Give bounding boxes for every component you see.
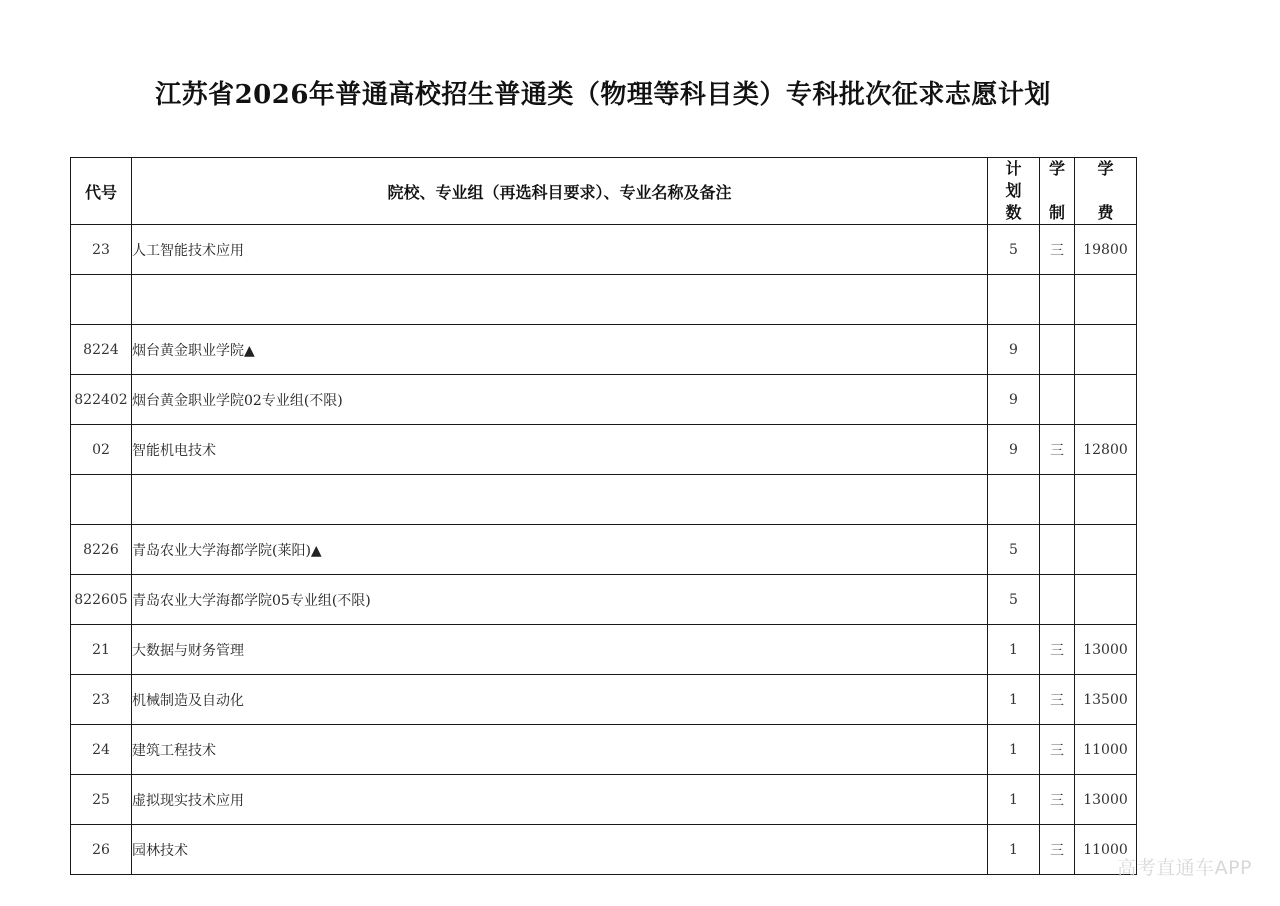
table-row (71, 475, 1137, 525)
header-plan (988, 158, 1040, 225)
cell-name: 烟台黄金职业学院02专业组(不限) (132, 375, 988, 425)
cell-plan: 9 (988, 375, 1040, 425)
cell-fee: 12800 (1075, 425, 1137, 475)
table-row (71, 725, 1137, 775)
table-row (71, 425, 1137, 475)
cell-years (1040, 325, 1075, 375)
cell-name: 人工智能技术应用 (132, 225, 988, 275)
cell-code: 8226 (71, 525, 132, 575)
cell-plan: 1 (988, 725, 1040, 775)
cell-fee: 13500 (1075, 675, 1137, 725)
table-row (71, 675, 1137, 725)
cell-fee (1075, 525, 1137, 575)
cell-years (1040, 575, 1075, 625)
cell-years (1040, 525, 1075, 575)
cell-name (132, 275, 988, 325)
cell-years: 三 (1040, 775, 1075, 825)
cell-name: 建筑工程技术 (132, 725, 988, 775)
cell-plan: 1 (988, 625, 1040, 675)
cell-years (1040, 375, 1075, 425)
header-years-char: 制 (1048, 203, 1065, 222)
cell-plan: 5 (988, 225, 1040, 275)
header-fee-char: 费 (1097, 203, 1114, 222)
cell-plan (988, 275, 1040, 325)
enrollment-plan-table (70, 157, 1137, 875)
cell-code: 25 (71, 775, 132, 825)
table-row (71, 275, 1137, 325)
cell-fee: 13000 (1075, 775, 1137, 825)
header-years-char: 学 (1048, 159, 1065, 178)
cell-years: 三 (1040, 225, 1075, 275)
table-header-row (71, 158, 1137, 225)
table-row (71, 325, 1137, 375)
cell-name: 青岛农业大学海都学院(莱阳)▲ (132, 525, 988, 575)
cell-fee: 13000 (1075, 625, 1137, 675)
header-plan-char: 计 (1005, 159, 1022, 178)
cell-name: 园林技术 (132, 825, 988, 875)
cell-years: 三 (1040, 675, 1075, 725)
cell-plan: 5 (988, 575, 1040, 625)
cell-plan: 5 (988, 525, 1040, 575)
cell-fee (1075, 275, 1137, 325)
header-fee (1075, 158, 1137, 225)
cell-name (132, 475, 988, 525)
cell-code: 21 (71, 625, 132, 675)
cell-years (1040, 275, 1075, 325)
page-title: 江苏省2026年普通高校招生普通类（物理等科目类）专科批次征求志愿计划 (155, 80, 1051, 110)
table-row (71, 225, 1137, 275)
cell-code: 24 (71, 725, 132, 775)
cell-fee (1075, 375, 1137, 425)
header-plan-char: 划 (1005, 181, 1022, 200)
cell-plan: 9 (988, 425, 1040, 475)
cell-name: 青岛农业大学海都学院05专业组(不限) (132, 575, 988, 625)
header-name: 院校、专业组（再选科目要求）、专业名称及备注 (132, 158, 988, 225)
cell-name: 虚拟现实技术应用 (132, 775, 988, 825)
header-plan-char: 数 (1005, 203, 1022, 222)
cell-name: 大数据与财务管理 (132, 625, 988, 675)
cell-fee: 11000 (1075, 825, 1137, 875)
cell-code: 822605 (71, 575, 132, 625)
cell-name: 机械制造及自动化 (132, 675, 988, 725)
table-row (71, 525, 1137, 575)
cell-code: 23 (71, 675, 132, 725)
cell-fee (1075, 325, 1137, 375)
watermark: 高考直通车APP (1117, 857, 1252, 879)
cell-code: 23 (71, 225, 132, 275)
cell-years: 三 (1040, 725, 1075, 775)
table-row (71, 775, 1137, 825)
cell-plan: 1 (988, 825, 1040, 875)
table-row (71, 625, 1137, 675)
cell-code (71, 275, 132, 325)
table-row (71, 825, 1137, 875)
table-row (71, 575, 1137, 625)
cell-plan (988, 475, 1040, 525)
cell-years (1040, 475, 1075, 525)
cell-code: 02 (71, 425, 132, 475)
cell-years: 三 (1040, 825, 1075, 875)
cell-code: 26 (71, 825, 132, 875)
cell-code: 8224 (71, 325, 132, 375)
cell-code (71, 475, 132, 525)
cell-fee: 19800 (1075, 225, 1137, 275)
cell-plan: 1 (988, 775, 1040, 825)
header-code: 代号 (71, 158, 132, 225)
cell-years: 三 (1040, 425, 1075, 475)
cell-fee: 11000 (1075, 725, 1137, 775)
cell-name: 烟台黄金职业学院▲ (132, 325, 988, 375)
cell-fee (1075, 575, 1137, 625)
header-fee-char: 学 (1097, 159, 1114, 178)
cell-years: 三 (1040, 625, 1075, 675)
cell-code: 822402 (71, 375, 132, 425)
cell-plan: 9 (988, 325, 1040, 375)
cell-fee (1075, 475, 1137, 525)
header-years (1040, 158, 1075, 225)
table-row (71, 375, 1137, 425)
cell-plan: 1 (988, 675, 1040, 725)
cell-name: 智能机电技术 (132, 425, 988, 475)
